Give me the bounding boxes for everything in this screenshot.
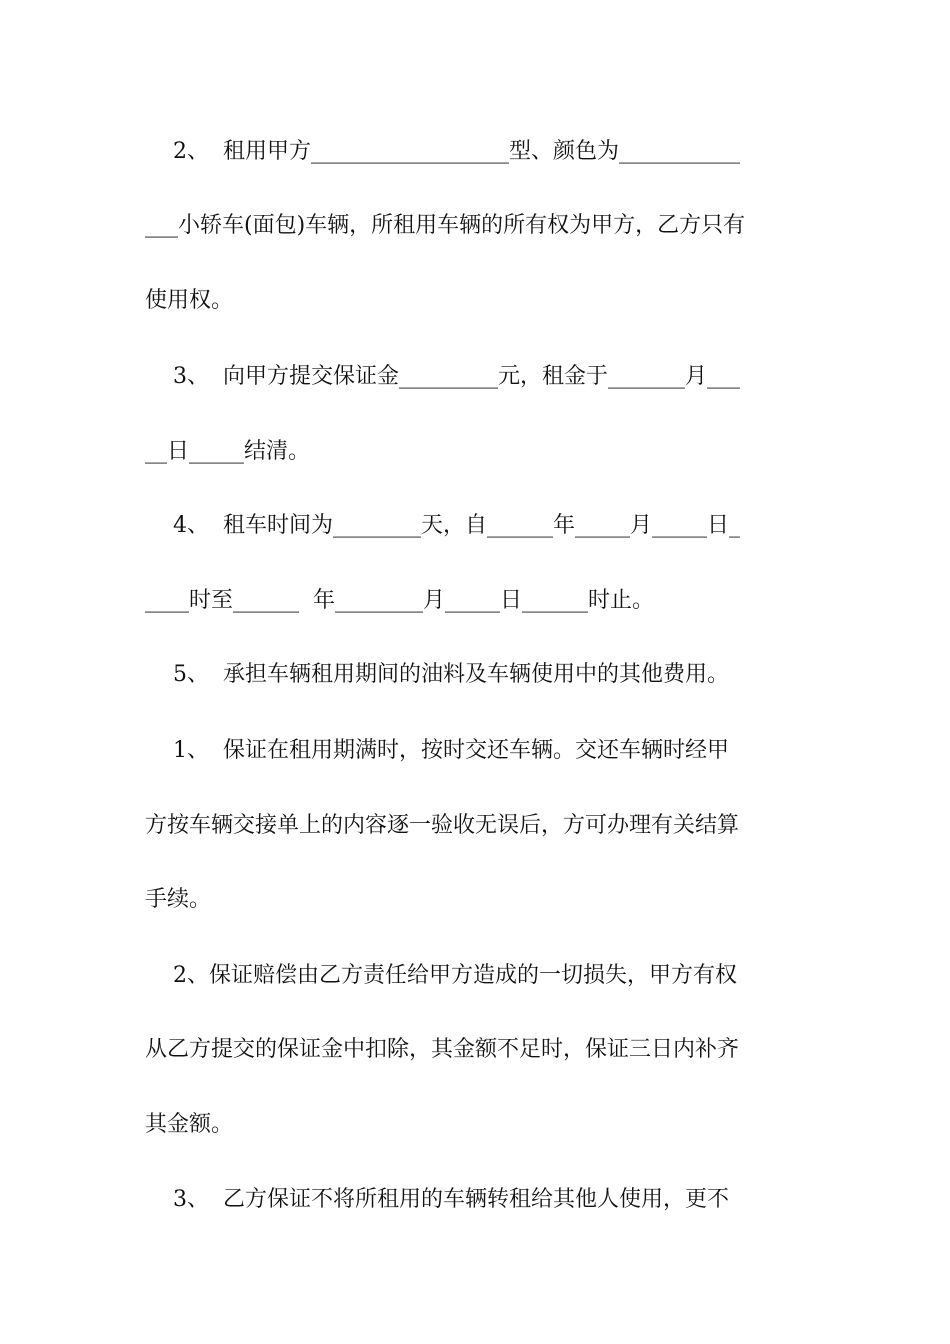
text-line: 手续。 [145, 887, 212, 912]
text-line: ____时至______ 年________月_____日______时止。 [145, 588, 654, 613]
text-line: ___小轿车(面包)车辆，所租用车辆的所有权为甲方，乙方只有 [145, 213, 746, 238]
text-line: 2、 租用甲方__________________型、颜色为___________ [145, 139, 740, 164]
text-line: 其金额。 [145, 1112, 234, 1137]
text-line: 5、 承担车辆租用期间的油料及车辆使用中的其他费用。 [145, 662, 729, 687]
text-line: 3、 乙方保证不将所租用的车辆转租给其他人使用，更不 [145, 1187, 729, 1212]
text-line: __日_____结清。 [145, 439, 311, 464]
text-line: 方按车辆交接单上的内容逐一验收无误后，方可办理有关结算 [145, 813, 740, 838]
text-line: 3、 向甲方提交保证金_________元，租金于_______月___ [145, 364, 740, 389]
text-line: 1、 保证在租用期满时，按时交还车辆。交还车辆时经甲 [145, 738, 729, 763]
text-line: 使用权。 [145, 288, 234, 313]
text-line: 4、 租车时间为________天，自______年_____月_____日_ [145, 513, 740, 538]
text-line: 2、保证赔偿由乙方责任给甲方造成的一切损失，甲方有权 [145, 963, 737, 988]
text-line: 从乙方提交的保证金中扣除，其金额不足时，保证三日内补齐 [145, 1037, 740, 1062]
